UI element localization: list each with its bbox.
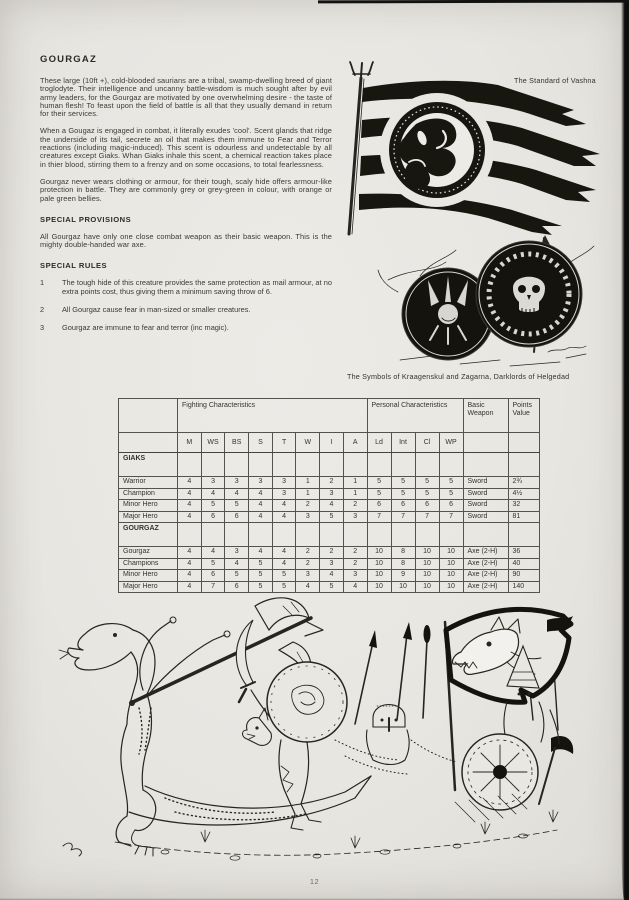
stat-cell: 2 [296,558,320,570]
points-sub [508,433,539,453]
col-bs: BS [225,433,249,453]
stat-cell: 4 [343,581,367,593]
stat-cell: 4 [178,558,202,570]
section-empty-cell [201,523,225,547]
section-empty-cell [296,453,320,477]
stat-cell: 4 [178,500,202,512]
stat-cell: 2 [320,477,344,489]
stat-cell: 3 [320,488,344,500]
rule-text: The tough hide of this creature provides the same protection as mail armour, at no extra points cost, thus giving them a minimum saving throw of 6. [62,278,332,296]
stat-cell: 8 [391,547,415,559]
stat-cell: 5 [249,581,273,593]
stat-cell: 4 [296,581,320,593]
stat-cell: 5 [320,581,344,593]
section-empty-cell [508,453,539,477]
table-row [119,477,540,489]
flag-icon [336,58,624,240]
standard-of-vashna-illustration [336,58,624,240]
page-title: GOURGAZ [40,54,97,65]
section-empty-cell [463,523,508,547]
stat-cell: 10 [415,581,439,593]
stat-cell: 3 [225,477,249,489]
stat-cell: 4 [249,500,273,512]
points-header: Points Value [508,399,539,433]
section-empty-cell [439,453,463,477]
stat-cell: 4 [225,558,249,570]
stat-cell: 5 [201,500,225,512]
section-empty-cell [178,523,202,547]
section-label-giaks: GIAKS [119,453,178,477]
stat-cell: 4 [201,547,225,559]
section-empty-cell [367,453,391,477]
stat-cell: 10 [415,570,439,582]
scan-edge-top [318,0,629,3]
row-label: Gourgaz [119,547,178,559]
special-rule-3 [40,324,332,332]
stat-cell: 5 [367,477,391,489]
stat-cell: 10 [367,581,391,593]
section-empty-cell [415,523,439,547]
weapon-cell: Sword [463,511,508,523]
section-empty-cell [343,453,367,477]
weapon-cell: Sword [463,500,508,512]
stat-cell: 7 [439,511,463,523]
stat-cell: 6 [225,581,249,593]
personal-group-header: Personal Characteristics [367,399,463,433]
row-label: Major Hero [119,511,178,523]
stat-cell: 4 [320,500,344,512]
stat-cell: 10 [367,558,391,570]
stat-cell: 4 [249,488,273,500]
weapon-header: Basic Weapon [463,399,508,433]
section-empty-cell [225,523,249,547]
stat-cell: 4 [178,570,202,582]
stat-cell: 7 [391,511,415,523]
stat-cell: 5 [439,477,463,489]
article-column [40,54,332,343]
stat-cell: 2 [320,547,344,559]
stat-cell: 4 [178,477,202,489]
points-cell: 90 [508,570,539,582]
symbols-caption: The Symbols of Kraagenskul and Zagarna, Darklords of Helgedad [347,372,570,381]
battle-scene-illustration [55,590,575,870]
stat-cell: 10 [415,558,439,570]
shields-icon [372,234,604,370]
stat-cell: 5 [272,581,296,593]
row-label: Minor Hero [119,500,178,512]
stat-cell: 5 [367,488,391,500]
col-w: W [296,433,320,453]
stat-cell: 10 [439,570,463,582]
stat-cell: 2 [343,500,367,512]
section-empty-cell [391,523,415,547]
stat-cell: 5 [249,570,273,582]
col-int: Int [391,433,415,453]
stat-cell: 2 [296,500,320,512]
stat-cell: 4 [178,581,202,593]
stat-cell: 4 [249,547,273,559]
weapon-cell: Axe (2-H) [463,547,508,559]
stat-cell: 6 [225,511,249,523]
stats-table-wrap [118,398,540,593]
col-m: M [178,433,202,453]
stat-cell: 7 [415,511,439,523]
weapon-cell: Axe (2-H) [463,581,508,593]
section-empty-cell [343,523,367,547]
table-row [119,570,540,582]
stats-table [118,398,540,593]
stat-cell: 1 [343,477,367,489]
stat-cell: 4 [320,570,344,582]
col-ld: Ld [367,433,391,453]
col-wp: WP [439,433,463,453]
rule-text: Gourgaz are immune to fear and terror (inc magic). [62,323,229,333]
stat-cell: 3 [225,547,249,559]
stat-cell: 10 [367,547,391,559]
stat-cell: 4 [272,558,296,570]
section-empty-cell [320,453,344,477]
col-cl: Cl [415,433,439,453]
darklord-shields-illustration [372,234,604,370]
stat-cell: 5 [391,488,415,500]
weapon-cell: Axe (2-H) [463,558,508,570]
stat-cell: 5 [391,477,415,489]
stat-cell: 6 [367,500,391,512]
stat-cell: 10 [439,558,463,570]
section-empty-cell [225,453,249,477]
stat-cell: 1 [343,488,367,500]
stat-cell: 9 [391,570,415,582]
section-empty-cell [367,523,391,547]
row-label: Champions [119,558,178,570]
stat-cell: 8 [391,558,415,570]
stat-cell: 7 [367,511,391,523]
stat-cell: 10 [439,547,463,559]
table-row [119,547,540,559]
stat-cell: 5 [272,570,296,582]
stat-cell: 6 [201,511,225,523]
stat-cell: 5 [415,477,439,489]
stat-cell: 2 [296,547,320,559]
section-empty-cell [178,453,202,477]
section-empty-cell [249,453,273,477]
stat-cell: 3 [320,558,344,570]
weapon-cell: Sword [463,488,508,500]
section-empty-cell [508,523,539,547]
row-label: Warrior [119,477,178,489]
stat-cell: 5 [320,511,344,523]
section-empty-cell [463,453,508,477]
section-empty-cell [249,523,273,547]
rule-text: All Gourgaz cause fear in man-sized or smaller creatures. [62,305,251,315]
stat-cell: 1 [296,488,320,500]
fighting-group-header: Fighting Characteristics [178,399,368,433]
points-cell: 2¾ [508,477,539,489]
stat-cell: 3 [296,511,320,523]
weapon-cell: Axe (2-H) [463,570,508,582]
stat-cell: 1 [296,477,320,489]
section-empty-cell [439,523,463,547]
stat-cell: 5 [439,488,463,500]
col-ws: WS [201,433,225,453]
name-col-header [119,399,178,433]
section-empty-cell [296,523,320,547]
stat-cell: 10 [391,581,415,593]
stat-cell: 4 [178,488,202,500]
points-cell: 36 [508,547,539,559]
battle-scene-icon [55,590,575,870]
stat-cell: 3 [296,570,320,582]
stat-cell: 5 [201,558,225,570]
stat-cell: 3 [249,477,273,489]
table-row [119,500,540,512]
stat-cell: 5 [249,558,273,570]
row-label: Minor Hero [119,570,178,582]
section-empty-cell [320,523,344,547]
stat-cell: 10 [439,581,463,593]
page-number: 12 [309,877,320,886]
section-empty-cell [272,523,296,547]
stat-cell: 10 [415,547,439,559]
stat-cell: 3 [343,570,367,582]
stat-cell: 3 [343,511,367,523]
stat-cell: 6 [415,500,439,512]
rule-number: 1 [40,278,45,288]
special-provisions-heading: SPECIAL PROVISIONS [40,214,132,224]
name-col-sub [119,433,178,453]
stat-cell: 4 [249,511,273,523]
stat-cell: 2 [343,558,367,570]
stat-cell: 4 [201,488,225,500]
stat-cell: 6 [391,500,415,512]
special-rules-heading: SPECIAL RULES [40,261,108,271]
points-cell: 40 [508,558,539,570]
standard-caption: The Standard of Vashna [514,76,596,85]
stat-cell: 2 [343,547,367,559]
special-rule-1 [40,279,332,296]
col-t: T [272,433,296,453]
col-a: A [343,433,367,453]
stat-cell: 3 [272,488,296,500]
rule-number: 2 [40,305,45,315]
row-label: Major Hero [119,581,178,593]
rule-number: 3 [40,323,45,333]
stat-cell: 5 [225,500,249,512]
paragraph-intro: These large (10ft +), cold-blooded saurians are a tribal, swamp-dwelling breed of giant troglodyte. Their intelligence and uncanny battle-wisdom is much sought after by evil army leaders, for the Gourgaz are motivated by one overwhelming desire - the taste of human flesh! To feast upon the field of battle is all that they usually demand in return for their services. [40,76,332,119]
section-empty-cell [272,453,296,477]
stat-cell: 5 [225,570,249,582]
paragraph-appearance: Gourgaz never wears clothing or armour, for their tough, scaly hide offers armour-like protection in battle. They are commonly grey or grey-green in colour, with orange or pale green bellies. [40,176,332,203]
table-row [119,511,540,523]
stat-cell: 4 [272,547,296,559]
stat-cell: 4 [178,511,202,523]
weapon-sub [463,433,508,453]
points-cell: 140 [508,581,539,593]
stat-cell: 6 [201,570,225,582]
table-row [119,488,540,500]
stat-cell: 10 [367,570,391,582]
stat-cell: 4 [225,488,249,500]
section-empty-cell [391,453,415,477]
paragraph-scent: When a Gougaz is engaged in combat, it literally exudes 'cool'. Scent glands that ridge the underside of its tail, secrete an oil that makes them immune to Fear and Terror reactions (including magic-induced). This scent is odourless and undetectable by all creatures except Giaks. Whan Giaks inhale this scent, a chemical reaction takes place in thier blood, stirring them to a frenzy and on some occasions, to total fearlessness. [40,126,332,169]
stat-cell: 4 [272,511,296,523]
row-label: Champion [119,488,178,500]
stat-cell: 7 [201,581,225,593]
stat-cell: 4 [272,500,296,512]
section-empty-cell [201,453,225,477]
points-cell: 81 [508,511,539,523]
stat-cell: 6 [439,500,463,512]
stat-cell: 3 [272,477,296,489]
section-label-gourgaz: GOURGAZ [119,523,178,547]
stat-cell: 4 [178,547,202,559]
stat-cell: 3 [201,477,225,489]
points-cell: 4½ [508,488,539,500]
special-provisions-text: All Gourgaz have only one close combat weapon as their basic weapon. This is the mighty double-handed war axe. [40,231,332,250]
table-row [119,558,540,570]
weapon-cell: Sword [463,477,508,489]
section-empty-cell [415,453,439,477]
stat-cell: 5 [415,488,439,500]
col-s: S [249,433,273,453]
col-i: I [320,433,344,453]
points-cell: 32 [508,500,539,512]
special-rule-2 [40,306,332,314]
